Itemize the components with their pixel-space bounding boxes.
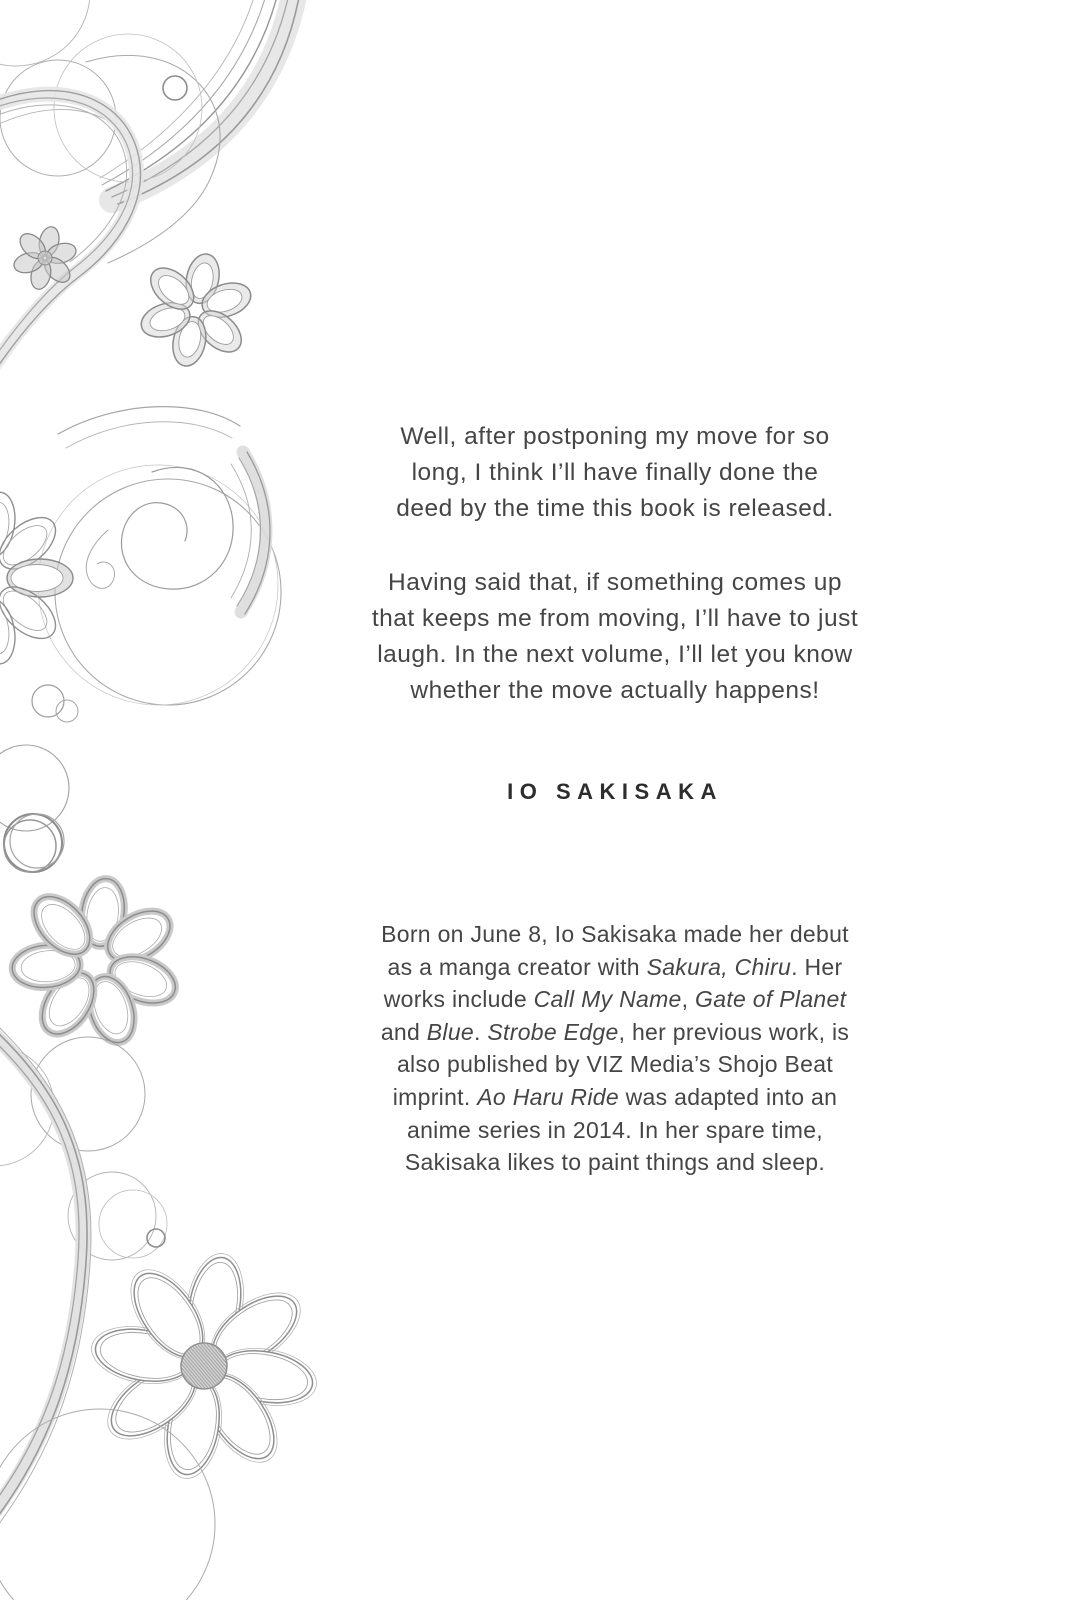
text-line: Born on June 8, Io Sakisaka made her debut	[381, 921, 849, 947]
text-line: Well, after postponing my move for so	[400, 423, 830, 450]
text-line: imprint. Ao Haru Ride was adapted into an	[392, 1083, 838, 1110]
text-line: long, I think I’ll have finally done the	[411, 459, 819, 486]
daisy-flower-sketch	[72, 1234, 336, 1498]
swirl-ribbon-sketch	[100, 0, 303, 204]
thin-circles-sketch	[0, 1037, 167, 1260]
text-line: laugh. In the next volume, I’ll let you know	[377, 641, 853, 668]
spiral-swirl-sketch	[32, 407, 281, 722]
text-line: that keeps me from moving, I’ll have to just	[371, 605, 859, 632]
faint-circle-sketch	[0, 745, 69, 831]
corner-arc-sketch	[0, 0, 90, 66]
text-line: and Blue. Strobe Edge, her previous work, is	[380, 1018, 850, 1045]
sketched-ring	[4, 814, 64, 872]
small-circle-sketch	[163, 76, 187, 100]
heart-loop-sketch	[0, 34, 220, 263]
author-name-heading: IO SAKISAKA	[507, 779, 723, 804]
text-line: also published by VIZ Media’s Shojo Beat	[396, 1051, 834, 1078]
bottom-faint-circle-sketch	[0, 1409, 215, 1600]
text-line: Sakisaka likes to paint things and sleep.	[404, 1149, 826, 1176]
text-line: anime series in 2014. In her spare time,	[407, 1116, 823, 1143]
text-line: whether the move actually happens!	[410, 677, 820, 704]
seven-petal-flower-sketch	[0, 867, 193, 1058]
text-line: deed by the time this book is released.	[396, 495, 834, 522]
text-line: works include Call My Name, Gate of Planet	[383, 986, 847, 1013]
swirl-band-sketch	[0, 91, 140, 372]
small-hatched-flower-sketch	[6, 219, 84, 297]
six-petal-flower-sketch	[128, 242, 264, 377]
text-line: Having said that, if something comes up	[388, 569, 842, 596]
authors-note-paragraph-2	[290, 565, 940, 709]
text-line: as a manga creator with Sakura, Chiru. Her	[387, 953, 843, 980]
left-edge-flower-sketch	[0, 489, 73, 667]
stem-sketch	[0, 1013, 91, 1536]
authors-note-paragraph-1	[290, 419, 940, 527]
author-bio	[290, 918, 940, 1179]
